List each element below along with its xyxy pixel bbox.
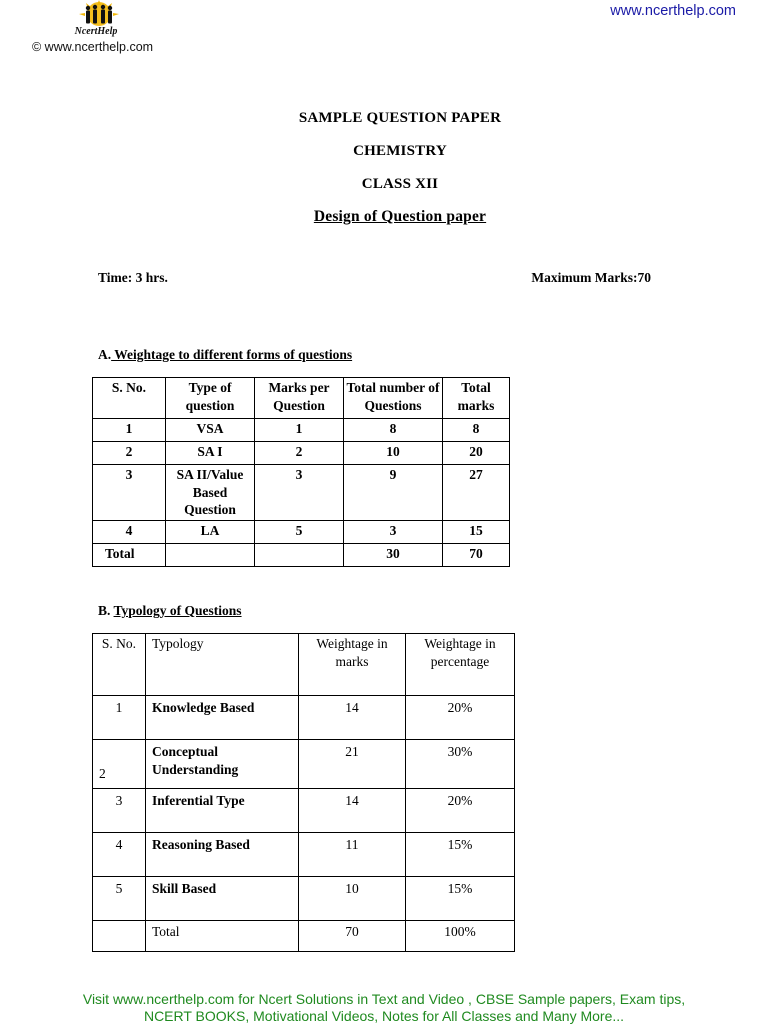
table-row xyxy=(93,696,515,740)
header-cell: Marks per Question xyxy=(255,378,344,419)
table-cell: 15 xyxy=(443,520,510,543)
table-row xyxy=(93,465,510,521)
table-cell: 1 xyxy=(93,696,146,740)
table-cell: 3 xyxy=(93,465,166,521)
table-cell: 27 xyxy=(443,465,510,521)
section-a-heading: Weightage to different forms of questions xyxy=(111,347,353,362)
table-row xyxy=(93,877,515,921)
header-cell: Total marks xyxy=(443,378,510,419)
table-cell: LA xyxy=(166,520,255,543)
table-cell xyxy=(93,921,146,952)
table-cell: 4 xyxy=(93,833,146,877)
table-row xyxy=(93,419,510,442)
header-cell: Type of question xyxy=(166,378,255,419)
table-cell: 70 xyxy=(299,921,406,952)
table-cell: 20% xyxy=(406,696,515,740)
footer-line-2[interactable]: NCERT BOOKS, Motivational Videos, Notes for All Classes and Many More... xyxy=(143,1008,625,1024)
table-cell: Skill Based xyxy=(146,877,299,921)
table-cell: 21 xyxy=(299,740,406,789)
table-cell: 10 xyxy=(344,442,443,465)
table-cell xyxy=(255,543,344,566)
table-cell: 1 xyxy=(93,419,166,442)
table-row xyxy=(93,789,515,833)
table-total-row xyxy=(93,543,510,566)
section-b-prefix: B. xyxy=(98,603,111,618)
table-cell: 5 xyxy=(93,877,146,921)
table-cell: Total xyxy=(93,543,166,566)
header-cell: Weightage in marks xyxy=(299,634,406,696)
table-cell: 1 xyxy=(255,419,344,442)
site-link[interactable]: www.ncerthelp.com xyxy=(610,3,736,19)
table-cell: 2 xyxy=(93,442,166,465)
table-cell: 3 xyxy=(93,789,146,833)
table-cell: 8 xyxy=(344,419,443,442)
table-cell: 4 xyxy=(93,520,166,543)
table-cell: 2 xyxy=(255,442,344,465)
table-cell: 30% xyxy=(406,740,515,789)
table-total-row xyxy=(93,921,515,952)
table-cell: SA I xyxy=(166,442,255,465)
table-cell: 3 xyxy=(255,465,344,521)
weightage-table xyxy=(92,377,510,567)
logo-text: NcertHelp xyxy=(74,26,118,37)
table-row xyxy=(93,442,510,465)
typology-table xyxy=(92,633,515,952)
section-a-prefix: A. xyxy=(98,347,112,362)
header-cell: S. No. xyxy=(93,378,166,419)
table-cell: Knowledge Based xyxy=(146,696,299,740)
table-cell: 10 xyxy=(299,877,406,921)
header-cell: S. No. xyxy=(93,634,146,696)
table-cell: Total xyxy=(146,921,299,952)
table-cell: 30 xyxy=(344,543,443,566)
table-cell: 100% xyxy=(406,921,515,952)
table-cell: Reasoning Based xyxy=(146,833,299,877)
subject-title: CHEMISTRY xyxy=(353,143,447,159)
section-b-title xyxy=(98,603,242,619)
header-cell: Typology xyxy=(146,634,299,696)
class-title: CLASS XII xyxy=(361,176,439,192)
paper-title: SAMPLE QUESTION PAPER xyxy=(298,110,502,126)
table-cell: 15% xyxy=(406,877,515,921)
table-cell: 2 xyxy=(93,740,146,789)
header-cell: Weightage in percentage xyxy=(406,634,515,696)
table-cell: 20 xyxy=(443,442,510,465)
table-cell: 11 xyxy=(299,833,406,877)
table-row xyxy=(93,520,510,543)
table-cell: 15% xyxy=(406,833,515,877)
table-cell: 5 xyxy=(255,520,344,543)
table-cell xyxy=(166,543,255,566)
design-title: Design of Question paper xyxy=(313,208,487,225)
table-cell: Conceptual Understanding xyxy=(146,740,299,789)
table-cell: SA II/Value Based Question xyxy=(166,465,255,521)
section-b-heading: Typology of Questions xyxy=(113,603,242,618)
table-row xyxy=(93,740,515,789)
table-row xyxy=(93,833,515,877)
table-cell: 14 xyxy=(299,696,406,740)
header-cell: Total number of Questions xyxy=(344,378,443,419)
table-cell: 20% xyxy=(406,789,515,833)
max-marks-label: Maximum Marks:70 xyxy=(531,270,651,285)
table-cell: 70 xyxy=(443,543,510,566)
section-a-title xyxy=(98,347,352,363)
table-header-row xyxy=(93,634,515,696)
time-label: Time: 3 hrs. xyxy=(98,270,168,285)
table-cell: 3 xyxy=(344,520,443,543)
copyright-text: © www.ncerthelp.com xyxy=(32,40,154,54)
table-header-row xyxy=(93,378,510,419)
table-cell: VSA xyxy=(166,419,255,442)
table-cell: Inferential Type xyxy=(146,789,299,833)
table-cell: 14 xyxy=(299,789,406,833)
table-cell: 9 xyxy=(344,465,443,521)
footer-line-1[interactable]: Visit www.ncerthelp.com for Ncert Solutions in Text and Video , CBSE Sample papers, Exam tips, xyxy=(82,991,686,1007)
table-cell: 8 xyxy=(443,419,510,442)
